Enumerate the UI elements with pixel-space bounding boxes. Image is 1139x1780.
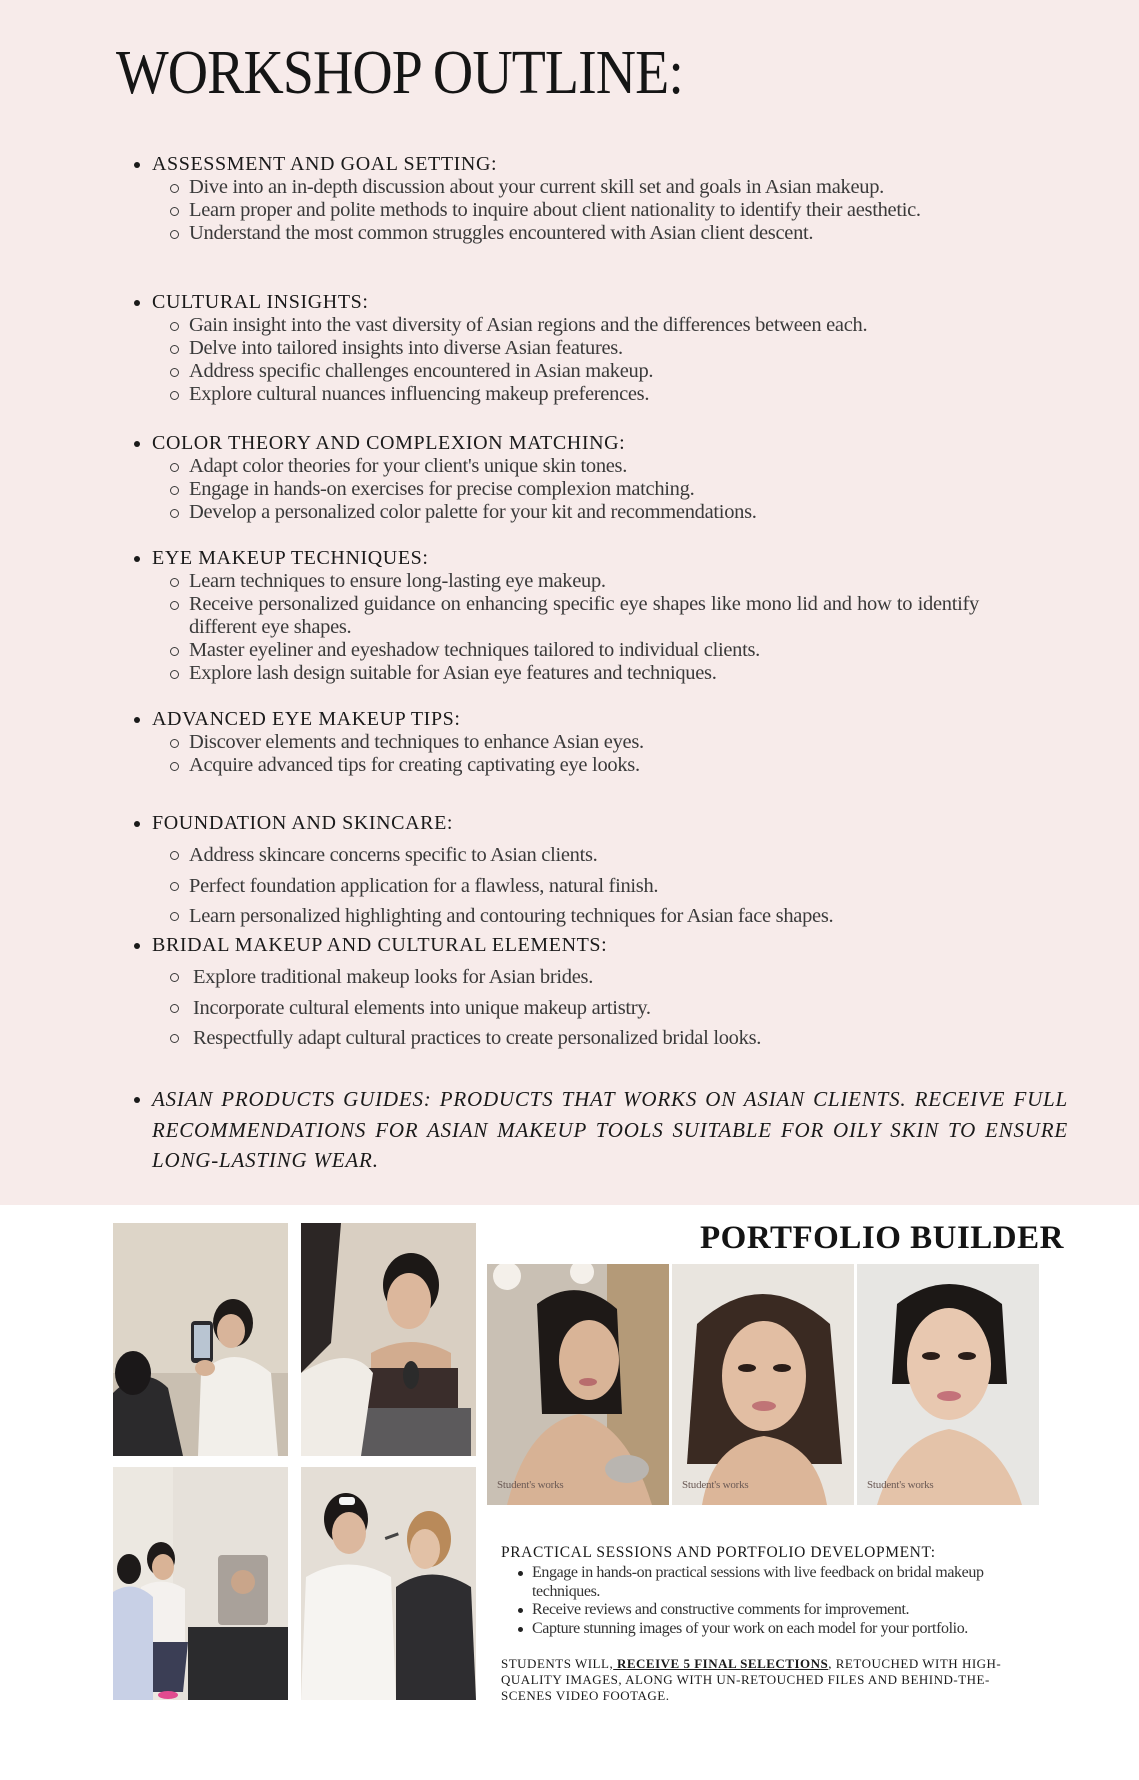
- list-item: Explore lash design suitable for Asian eye features and techniques.: [189, 662, 979, 685]
- section-cultural-insights: [134, 291, 979, 406]
- list-item: Receive personalized guidance on enhancing specific eye shapes like mono lid and how to identify different eye shapes.: [189, 593, 979, 638]
- section-bridal: [134, 934, 979, 1054]
- bts-photo-mirror: [113, 1467, 288, 1700]
- students-prefix: STUDENTS WILL,: [501, 1656, 614, 1671]
- list-item: Perfect foundation application for a flawless, natural finish.: [189, 871, 979, 902]
- list-item: Develop a personalized color palette for your kit and recommendations.: [189, 501, 979, 524]
- bts-photo-makeup: [301, 1223, 476, 1456]
- asian-products-guides: ASIAN PRODUCTS GUIDES: PRODUCTS THAT WORKS ON ASIAN CLIENTS. RECEIVE FULL RECOMMENDATIONS FOR ASIAN MAKEUP TOOLS SUITABLE FOR OILY SKIN TO ENSURE LONG-LASTING WEAR.: [134, 1084, 1068, 1176]
- student-works-caption: Student's works: [867, 1479, 934, 1491]
- list-item: Learn proper and polite methods to inquire about client nationality to identify their aesthetic.: [189, 199, 979, 222]
- section-items: [134, 176, 979, 245]
- bts-photo-robe: [301, 1467, 476, 1700]
- list-item: Discover elements and techniques to enhance Asian eyes.: [189, 731, 979, 754]
- list-item: Acquire advanced tips for creating captivating eye looks.: [189, 754, 979, 777]
- practical-sessions-heading: PRACTICAL SESSIONS AND PORTFOLIO DEVELOPMENT:: [501, 1544, 936, 1561]
- list-item: Engage in hands-on exercises for precise complexion matching.: [189, 478, 979, 501]
- list-item: Gain insight into the vast diversity of Asian regions and the differences between each.: [189, 314, 979, 337]
- students-deliverables: [501, 1656, 1031, 1704]
- list-item: Dive into an in-depth discussion about your current skill set and goals in Asian makeup.: [189, 176, 979, 199]
- student-works-caption: Student's works: [682, 1479, 749, 1491]
- final-selections-emphasis: RECEIVE 5 FINAL SELECTIONS: [613, 1656, 829, 1671]
- section-eye-makeup: [134, 547, 979, 685]
- list-item: Master eyeliner and eyeshadow techniques tailored to individual clients.: [189, 639, 979, 662]
- section-foundation: [134, 812, 979, 932]
- section-heading: COLOR THEORY AND COMPLEXION MATCHING:: [134, 432, 979, 455]
- list-item: Incorporate cultural elements into unique makeup artistry.: [189, 993, 979, 1024]
- list-item: Capture stunning images of your work on each model for your portfolio.: [532, 1620, 1031, 1639]
- section-items: [134, 314, 979, 406]
- portfolio-title: PORTFOLIO BUILDER: [700, 1220, 1064, 1256]
- section-heading: CULTURAL INSIGHTS:: [134, 291, 979, 314]
- practical-sessions-items: [501, 1564, 1031, 1638]
- section-items: [134, 570, 979, 685]
- section-heading: ASSESSMENT AND GOAL SETTING:: [134, 153, 979, 176]
- section-color-theory: [134, 432, 979, 524]
- students-suffix: , RETOUCHED WITH HIGH-QUALITY IMAGES, ALONG WITH UN-RETOUCHED FILES AND BEHIND-THE-SCENES VIDEO FOOTAGE.: [501, 1656, 1002, 1703]
- list-item: Engage in hands-on practical sessions with live feedback on bridal makeup techniques.: [532, 1564, 1031, 1601]
- list-item: Address specific challenges encountered in Asian makeup.: [189, 360, 979, 383]
- section-heading: BRIDAL MAKEUP AND CULTURAL ELEMENTS:: [134, 934, 979, 957]
- section-advanced-eye: [134, 708, 979, 777]
- student-work-photo-1: [487, 1264, 669, 1505]
- section-heading: EYE MAKEUP TECHNIQUES:: [134, 547, 979, 570]
- bts-photo-phone: [113, 1223, 288, 1456]
- section-heading: FOUNDATION AND SKINCARE:: [134, 812, 979, 835]
- list-item: Learn personalized highlighting and contouring techniques for Asian face shapes.: [189, 901, 979, 932]
- list-item: Respectfully adapt cultural practices to create personalized bridal looks.: [189, 1023, 979, 1054]
- section-items: [134, 455, 979, 524]
- list-item: Receive reviews and constructive comments for improvement.: [532, 1601, 1031, 1620]
- list-item: Address skincare concerns specific to Asian clients.: [189, 840, 979, 871]
- list-item: Understand the most common struggles encountered with Asian client descent.: [189, 222, 979, 245]
- list-item: Explore cultural nuances influencing makeup preferences.: [189, 383, 979, 406]
- student-works-caption: Student's works: [497, 1479, 564, 1491]
- list-item: Learn techniques to ensure long-lasting eye makeup.: [189, 570, 979, 593]
- practical-sessions: [501, 1544, 1031, 1638]
- section-assessment: [134, 153, 979, 245]
- student-work-photo-2: [672, 1264, 854, 1505]
- list-item: Delve into tailored insights into diverse Asian features.: [189, 337, 979, 360]
- section-heading: ADVANCED EYE MAKEUP TIPS:: [134, 708, 979, 731]
- list-item: Adapt color theories for your client's unique skin tones.: [189, 455, 979, 478]
- page-title: WORKSHOP OUTLINE:: [116, 39, 683, 107]
- student-work-photo-3: [857, 1264, 1039, 1505]
- section-items: [134, 840, 979, 932]
- section-items: [134, 962, 979, 1054]
- section-items: [134, 731, 979, 777]
- list-item: Explore traditional makeup looks for Asian brides.: [189, 962, 979, 993]
